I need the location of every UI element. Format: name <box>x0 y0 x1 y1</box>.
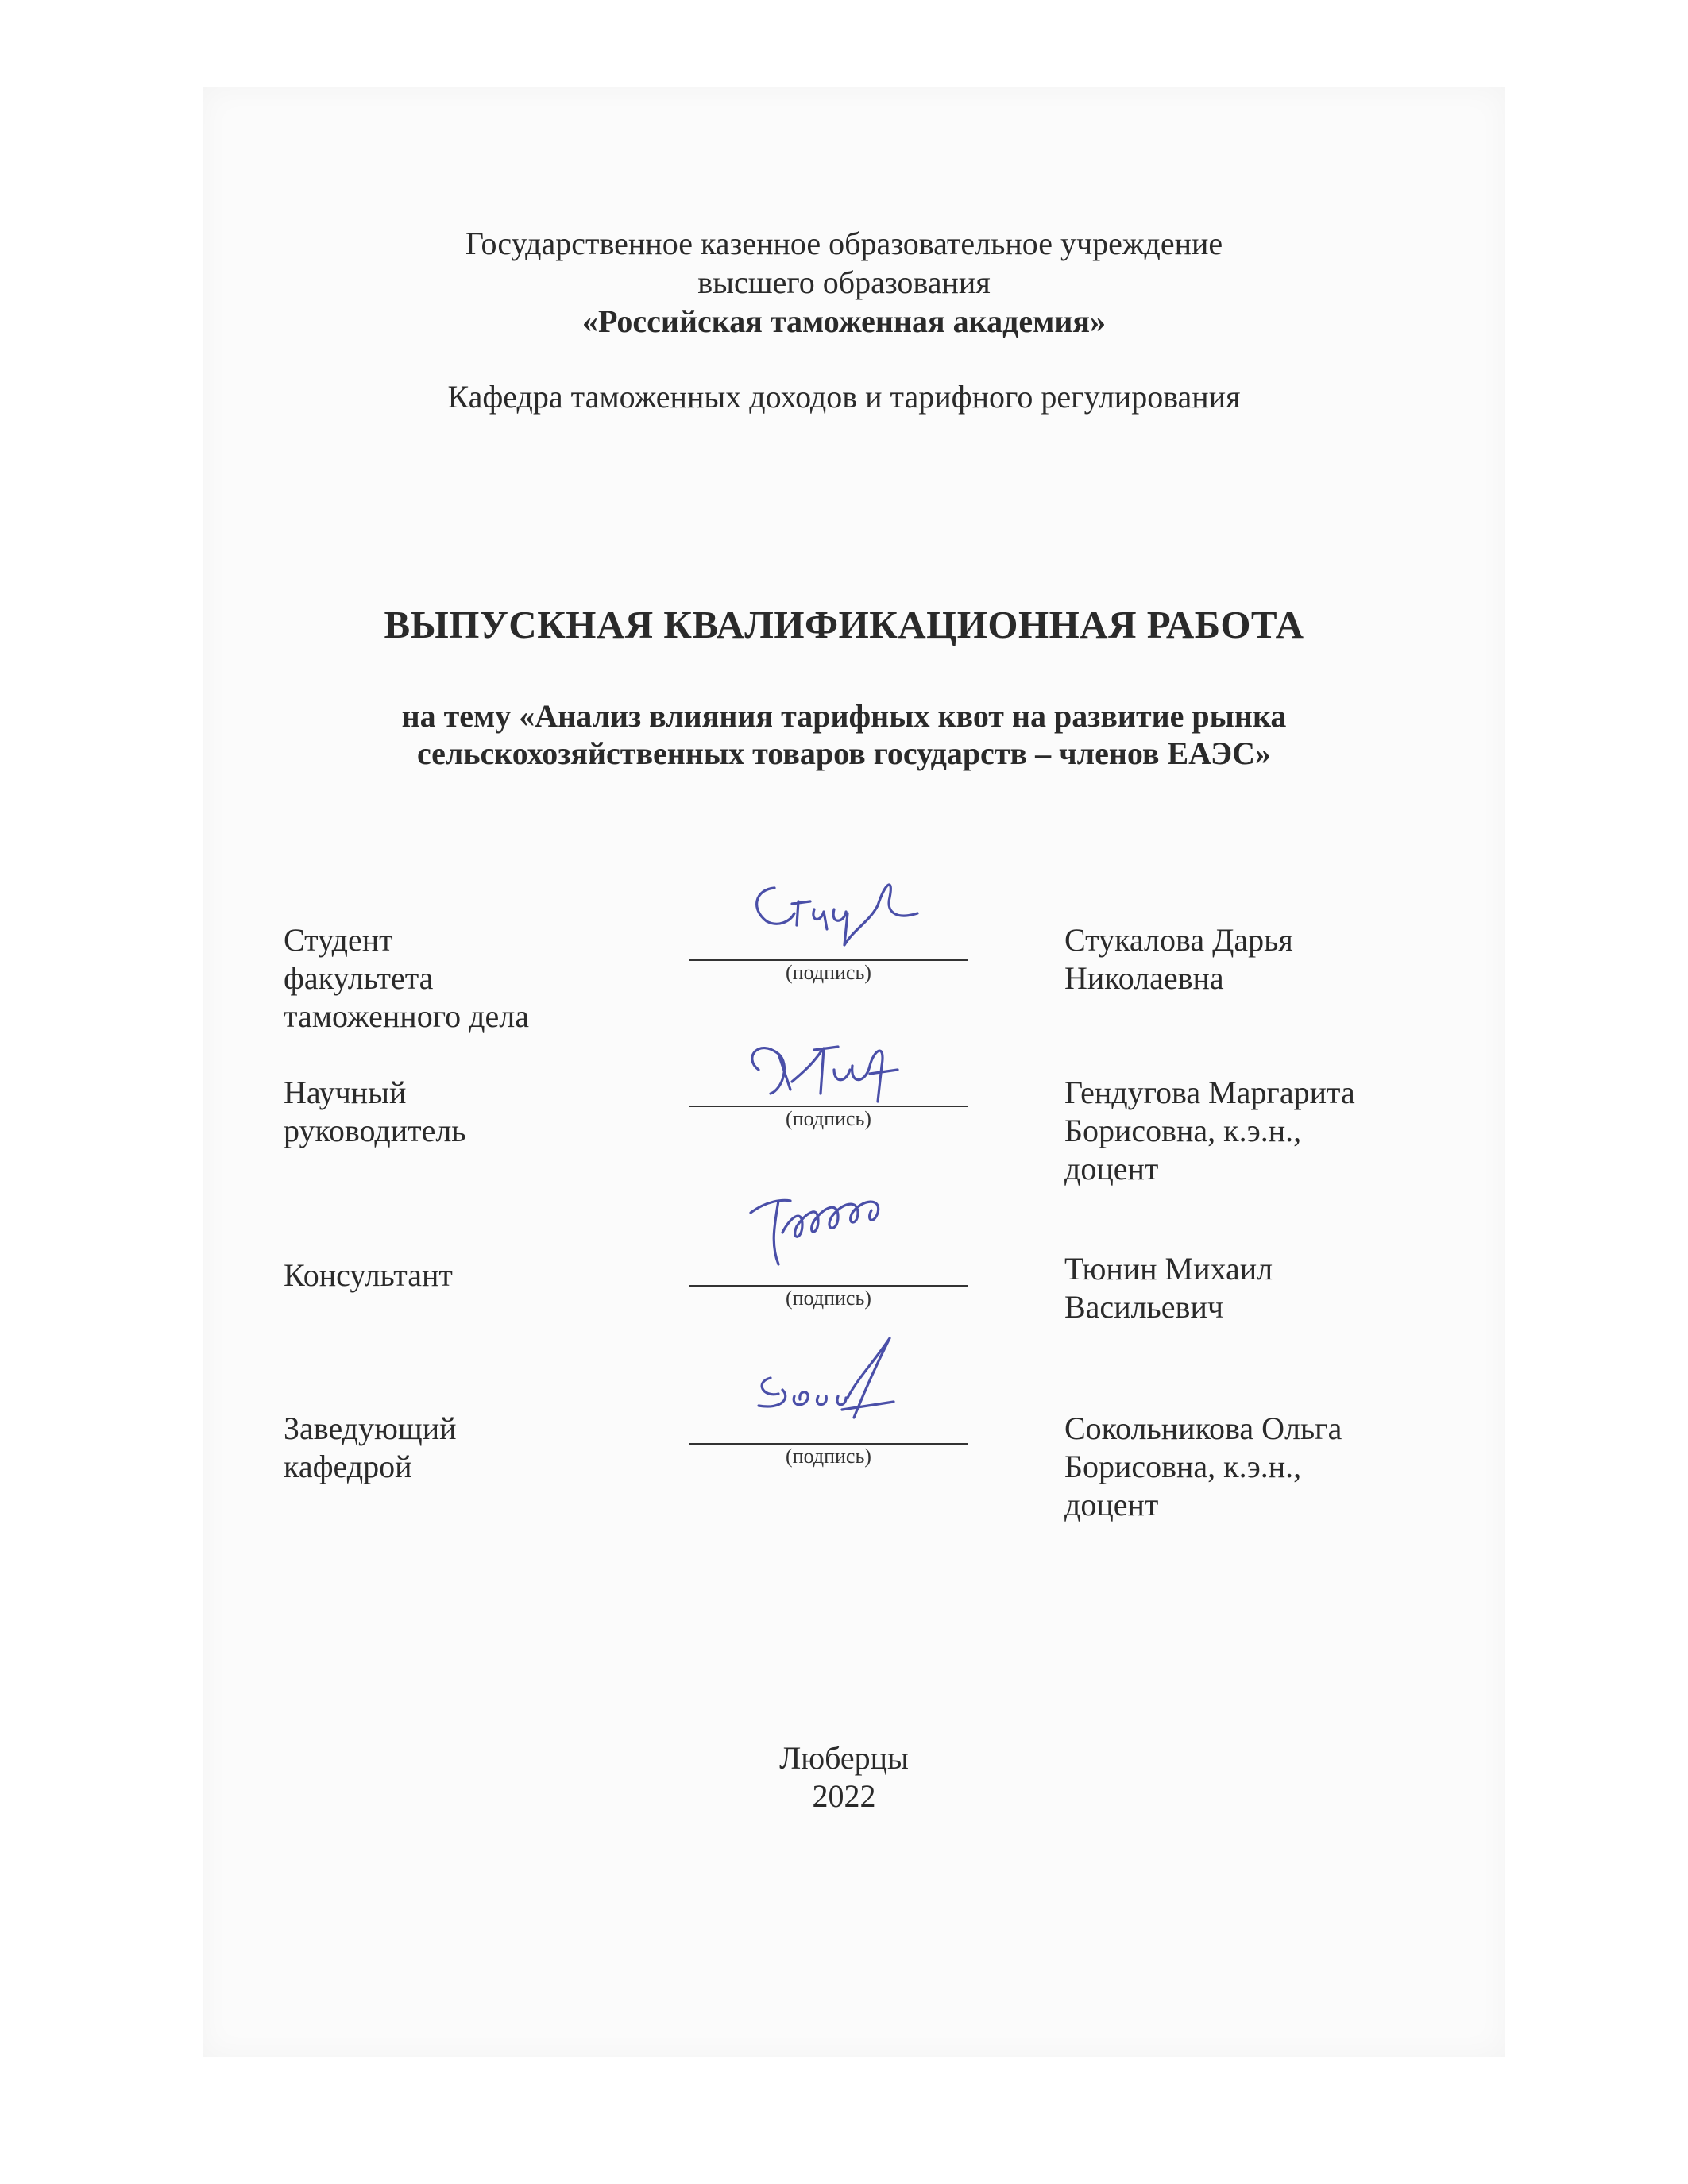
name-line: Стукалова Дарья <box>1064 922 1293 958</box>
department-name: Кафедра таможенных доходов и тарифного регулирования <box>447 379 1241 415</box>
name-line: доцент <box>1064 1151 1159 1187</box>
name-line: доцент <box>1064 1487 1159 1522</box>
handwritten-signature <box>735 866 941 961</box>
signatory-name <box>1064 921 1293 997</box>
signatory-name <box>1064 1074 1355 1188</box>
signature-caption: (подпись) <box>786 1445 871 1468</box>
signature-caption: (подпись) <box>786 1287 871 1310</box>
name-line: Борисовна, к.э.н., <box>1064 1449 1302 1484</box>
role-line: Консультант <box>284 1257 453 1293</box>
signatory-name <box>1064 1250 1273 1326</box>
document-title: ВЫПУСКНАЯ КВАЛИФИКАЦИОННАЯ РАБОТА <box>384 603 1304 646</box>
name-line: Гендугова Маргарита <box>1064 1075 1355 1110</box>
signature-caption: (подпись) <box>786 961 871 984</box>
role-line: таможенного дела <box>284 998 529 1034</box>
institution-line-2: высшего образования <box>697 264 991 300</box>
institution-header <box>0 224 1688 341</box>
role-line: факультета <box>284 960 434 996</box>
role-line: Заведующий <box>284 1410 457 1446</box>
role-line: руководитель <box>284 1113 466 1148</box>
role-label <box>284 1256 453 1295</box>
footer-city: Люберцы <box>779 1740 909 1776</box>
role-label <box>284 1410 457 1486</box>
role-label <box>284 921 529 1036</box>
role-line: Научный <box>284 1075 407 1110</box>
institution-name: «Российская таможенная академия» <box>581 303 1107 339</box>
topic-line-1: на тему «Анализ влияния тарифных квот на развитие рынка <box>401 698 1287 734</box>
role-label <box>284 1074 466 1150</box>
signature-caption: (подпись) <box>786 1107 871 1130</box>
handwritten-signature <box>735 1334 941 1430</box>
footer <box>0 1739 1688 1815</box>
name-line: Васильевич <box>1064 1289 1223 1325</box>
thesis-topic <box>0 697 1688 772</box>
role-line: кафедрой <box>284 1449 412 1484</box>
signatory-head-of-department <box>0 1410 1688 1592</box>
handwritten-signature <box>735 1177 941 1272</box>
topic-line-2: сельскохозяйственных товаров государств – членов ЕАЭС» <box>416 735 1272 771</box>
name-line: Борисовна, к.э.н., <box>1064 1113 1302 1148</box>
role-line: Студент <box>284 922 393 958</box>
name-line: Сокольникова Ольга <box>1064 1410 1342 1446</box>
signatory-name <box>1064 1410 1342 1524</box>
name-line: Тюнин Михаил <box>1064 1251 1273 1287</box>
footer-year: 2022 <box>812 1778 876 1814</box>
name-line: Николаевна <box>1064 960 1224 996</box>
institution-line-1: Государственное казенное образовательное учреждение <box>465 226 1223 261</box>
